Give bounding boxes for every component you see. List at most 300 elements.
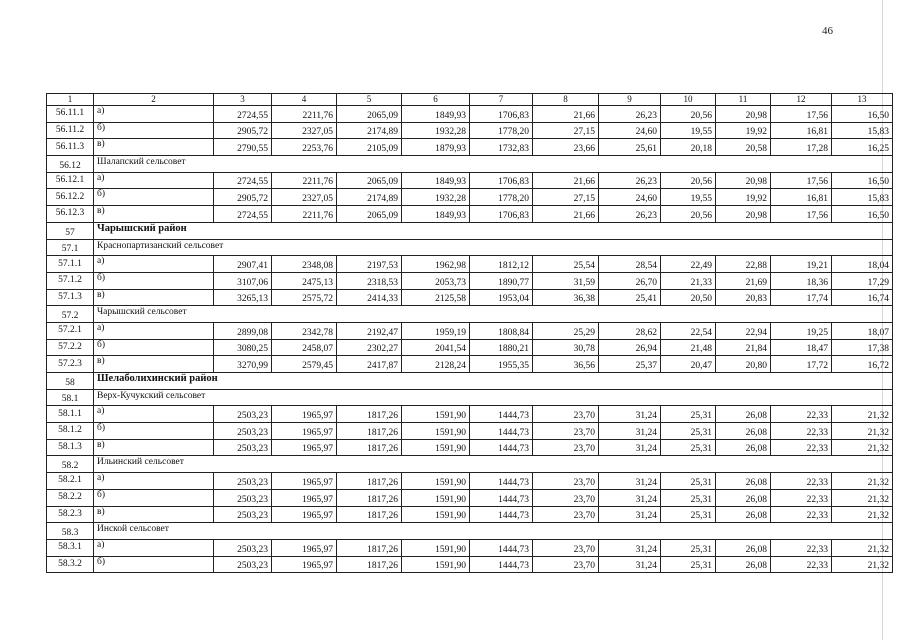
value-cell: 2211,76 [272,206,337,223]
table-row [47,172,893,189]
row-code: 57.2.2 [47,339,94,356]
value-cell: 26,70 [599,272,661,289]
table-row [47,206,893,223]
row-code: 58.3.1 [47,539,94,556]
column-header: 6 [402,94,470,106]
value-cell: 31,24 [599,473,661,490]
value-cell: 27,15 [533,122,599,139]
table-row [47,322,893,339]
value-cell: 20,47 [661,356,716,373]
council-row [47,456,893,473]
value-cell: 2211,76 [272,106,337,123]
value-cell: 1932,28 [402,189,470,206]
column-header: 12 [771,94,832,106]
value-cell: 2575,72 [272,289,337,306]
table-row [47,506,893,523]
value-cell: 28,54 [599,256,661,273]
value-cell: 1778,20 [470,122,533,139]
row-code: 57.2.3 [47,356,94,373]
value-cell: 31,24 [599,439,661,456]
value-cell: 2503,23 [214,556,272,573]
value-cell: 1849,93 [402,172,470,189]
value-cell: 1965,97 [272,539,337,556]
column-header: 8 [533,94,599,106]
value-cell: 21,32 [832,506,893,523]
value-cell: 21,33 [661,272,716,289]
value-cell: 16,50 [832,106,893,123]
value-cell: 2503,23 [214,539,272,556]
value-cell: 2417,87 [337,356,402,373]
value-cell: 22,33 [771,406,832,423]
value-cell: 26,08 [716,506,771,523]
value-cell: 1849,93 [402,206,470,223]
value-cell: 2128,24 [402,356,470,373]
value-cell: 30,78 [533,339,599,356]
value-cell: 1444,73 [470,423,533,440]
value-cell: 16,81 [771,122,832,139]
value-cell: 24,60 [599,189,661,206]
value-cell: 1444,73 [470,406,533,423]
value-cell: 1962,98 [402,256,470,273]
row-letter: а) [94,256,214,273]
value-cell: 26,08 [716,439,771,456]
value-cell: 2724,55 [214,206,272,223]
value-cell: 21,32 [832,473,893,490]
row-letter: а) [94,406,214,423]
value-cell: 1591,90 [402,556,470,573]
tariff-table-container [46,93,889,573]
value-cell: 25,31 [661,489,716,506]
column-header: 13 [832,94,893,106]
value-cell: 2905,72 [214,189,272,206]
value-cell: 1879,93 [402,139,470,156]
row-letter: б) [94,189,214,206]
row-code: 56.12.2 [47,189,94,206]
value-cell: 2905,72 [214,122,272,139]
value-cell: 26,94 [599,339,661,356]
row-code: 56.11.3 [47,139,94,156]
column-header: 10 [661,94,716,106]
value-cell: 22,33 [771,439,832,456]
table-row [47,106,893,123]
value-cell: 2503,23 [214,439,272,456]
value-cell: 1965,97 [272,556,337,573]
row-letter: б) [94,272,214,289]
value-cell: 17,56 [771,106,832,123]
value-cell: 2065,09 [337,206,402,223]
table-row [47,189,893,206]
value-cell: 31,24 [599,406,661,423]
value-cell: 21,32 [832,539,893,556]
value-cell: 25,41 [599,289,661,306]
value-cell: 2053,73 [402,272,470,289]
value-cell: 2503,23 [214,473,272,490]
value-cell: 1817,26 [337,439,402,456]
value-cell: 1812,12 [470,256,533,273]
value-cell: 23,70 [533,439,599,456]
value-cell: 1444,73 [470,539,533,556]
value-cell: 26,23 [599,106,661,123]
table-row [47,406,893,423]
row-letter: а) [94,106,214,123]
table-row [47,423,893,440]
value-cell: 2907,41 [214,256,272,273]
value-cell: 22,33 [771,423,832,440]
value-cell: 1965,97 [272,406,337,423]
value-cell: 2503,23 [214,489,272,506]
value-cell: 27,15 [533,189,599,206]
value-cell: 1817,26 [337,489,402,506]
value-cell: 2041,54 [402,339,470,356]
value-cell: 25,31 [661,556,716,573]
value-cell: 31,24 [599,539,661,556]
value-cell: 23,70 [533,423,599,440]
value-cell: 26,23 [599,206,661,223]
value-cell: 2197,53 [337,256,402,273]
value-cell: 26,08 [716,473,771,490]
value-cell: 23,66 [533,139,599,156]
value-cell: 2065,09 [337,106,402,123]
value-cell: 19,21 [771,256,832,273]
value-cell: 1808,84 [470,322,533,339]
value-cell: 22,33 [771,556,832,573]
value-cell: 2125,58 [402,289,470,306]
row-code: 58.1.2 [47,423,94,440]
value-cell: 20,98 [716,206,771,223]
value-cell: 1955,35 [470,356,533,373]
value-cell: 31,24 [599,556,661,573]
value-cell: 1591,90 [402,473,470,490]
row-code: 58.3.2 [47,556,94,573]
section-code: 57.2 [47,306,94,323]
value-cell: 17,72 [771,356,832,373]
value-cell: 22,54 [661,322,716,339]
value-cell: 16,50 [832,206,893,223]
section-code: 57.1 [47,239,94,256]
section-code: 57 [47,222,94,239]
value-cell: 31,24 [599,423,661,440]
value-cell: 2105,09 [337,139,402,156]
district-row [47,222,893,239]
row-letter: в) [94,206,214,223]
table-row [47,289,893,306]
value-cell: 1444,73 [470,439,533,456]
value-cell: 25,31 [661,423,716,440]
value-cell: 1817,26 [337,406,402,423]
value-cell: 18,47 [771,339,832,356]
value-cell: 25,31 [661,406,716,423]
value-cell: 2503,23 [214,423,272,440]
value-cell: 16,72 [832,356,893,373]
value-cell: 1817,26 [337,423,402,440]
value-cell: 2724,55 [214,172,272,189]
value-cell: 25,29 [533,322,599,339]
value-cell: 21,66 [533,106,599,123]
header-row [47,94,893,106]
column-header: 3 [214,94,272,106]
value-cell: 31,59 [533,272,599,289]
row-code: 56.12.1 [47,172,94,189]
row-letter: б) [94,423,214,440]
value-cell: 2192,47 [337,322,402,339]
value-cell: 26,08 [716,423,771,440]
value-cell: 18,36 [771,272,832,289]
row-code: 58.2.1 [47,473,94,490]
table-row [47,139,893,156]
value-cell: 26,08 [716,489,771,506]
value-cell: 3265,13 [214,289,272,306]
value-cell: 21,32 [832,423,893,440]
value-cell: 26,08 [716,406,771,423]
value-cell: 19,55 [661,122,716,139]
council-title: Верх-Кучукский сельсовет [94,389,893,406]
column-header: 1 [47,94,94,106]
row-code: 57.1.3 [47,289,94,306]
page-number: 46 [822,25,833,37]
value-cell: 2899,08 [214,322,272,339]
value-cell: 1591,90 [402,489,470,506]
value-cell: 23,70 [533,489,599,506]
row-letter: а) [94,473,214,490]
value-cell: 22,33 [771,473,832,490]
value-cell: 22,33 [771,489,832,506]
value-cell: 1591,90 [402,423,470,440]
value-cell: 19,92 [716,189,771,206]
table-row [47,489,893,506]
row-code: 58.2.2 [47,489,94,506]
value-cell: 1444,73 [470,556,533,573]
value-cell: 23,70 [533,473,599,490]
value-cell: 21,66 [533,206,599,223]
council-title: Ильинский сельсовет [94,456,893,473]
value-cell: 1880,21 [470,339,533,356]
value-cell: 21,84 [716,339,771,356]
value-cell: 20,56 [661,206,716,223]
council-title: Шалапский сельсовет [94,156,893,173]
value-cell: 1953,04 [470,289,533,306]
value-cell: 1965,97 [272,473,337,490]
value-cell: 1591,90 [402,406,470,423]
value-cell: 1444,73 [470,489,533,506]
value-cell: 18,07 [832,322,893,339]
value-cell: 17,74 [771,289,832,306]
council-title: Краснопартизанский сельсовет [94,239,893,256]
value-cell: 1965,97 [272,506,337,523]
table-row [47,356,893,373]
value-cell: 1732,83 [470,139,533,156]
table-row [47,272,893,289]
value-cell: 2327,05 [272,122,337,139]
value-cell: 17,56 [771,206,832,223]
value-cell: 17,28 [771,139,832,156]
column-header: 7 [470,94,533,106]
value-cell: 2174,89 [337,122,402,139]
value-cell: 20,98 [716,106,771,123]
value-cell: 26,08 [716,539,771,556]
value-cell: 16,50 [832,172,893,189]
row-letter: в) [94,139,214,156]
value-cell: 23,70 [533,406,599,423]
column-header: 5 [337,94,402,106]
value-cell: 21,32 [832,406,893,423]
table-row [47,339,893,356]
council-row [47,239,893,256]
row-letter: а) [94,539,214,556]
row-code: 57.1.2 [47,272,94,289]
row-code: 56.12.3 [47,206,94,223]
row-letter: б) [94,556,214,573]
value-cell: 25,31 [661,473,716,490]
value-cell: 1965,97 [272,423,337,440]
section-code: 58.3 [47,523,94,540]
value-cell: 1706,83 [470,172,533,189]
value-cell: 25,31 [661,506,716,523]
value-cell: 25,54 [533,256,599,273]
value-cell: 2458,07 [272,339,337,356]
section-code: 58 [47,373,94,390]
value-cell: 17,29 [832,272,893,289]
value-cell: 2414,33 [337,289,402,306]
value-cell: 2211,76 [272,172,337,189]
value-cell: 17,56 [771,172,832,189]
value-cell: 22,49 [661,256,716,273]
value-cell: 2065,09 [337,172,402,189]
row-letter: в) [94,289,214,306]
district-row [47,373,893,390]
value-cell: 19,25 [771,322,832,339]
council-row [47,389,893,406]
column-header: 11 [716,94,771,106]
row-letter: в) [94,356,214,373]
value-cell: 25,37 [599,356,661,373]
value-cell: 20,18 [661,139,716,156]
value-cell: 26,23 [599,172,661,189]
value-cell: 20,56 [661,172,716,189]
value-cell: 2503,23 [214,506,272,523]
value-cell: 22,33 [771,539,832,556]
value-cell: 20,58 [716,139,771,156]
value-cell: 31,24 [599,489,661,506]
table-row [47,539,893,556]
row-code: 57.2.1 [47,322,94,339]
council-row [47,156,893,173]
table-row [47,556,893,573]
value-cell: 20,80 [716,356,771,373]
value-cell: 16,81 [771,189,832,206]
value-cell: 21,66 [533,172,599,189]
value-cell: 31,24 [599,506,661,523]
value-cell: 1965,97 [272,439,337,456]
table-row [47,439,893,456]
value-cell: 21,32 [832,489,893,506]
row-code: 57.1.1 [47,256,94,273]
row-letter: б) [94,489,214,506]
value-cell: 1817,26 [337,556,402,573]
value-cell: 17,38 [832,339,893,356]
value-cell: 1959,19 [402,322,470,339]
value-cell: 25,31 [661,439,716,456]
value-cell: 2348,08 [272,256,337,273]
tariff-table [46,93,893,573]
value-cell: 2318,53 [337,272,402,289]
value-cell: 36,38 [533,289,599,306]
value-cell: 2724,55 [214,106,272,123]
value-cell: 1965,97 [272,489,337,506]
value-cell: 1706,83 [470,106,533,123]
value-cell: 20,50 [661,289,716,306]
value-cell: 25,31 [661,539,716,556]
table-row [47,256,893,273]
section-code: 58.2 [47,456,94,473]
value-cell: 2342,78 [272,322,337,339]
value-cell: 2327,05 [272,189,337,206]
value-cell: 1591,90 [402,539,470,556]
table-row [47,122,893,139]
value-cell: 1817,26 [337,473,402,490]
value-cell: 23,70 [533,556,599,573]
column-header: 9 [599,94,661,106]
value-cell: 24,60 [599,122,661,139]
district-title: Чарышский район [94,222,893,239]
row-code: 58.1.1 [47,406,94,423]
value-cell: 2790,55 [214,139,272,156]
value-cell: 19,55 [661,189,716,206]
value-cell: 2475,13 [272,272,337,289]
value-cell: 22,33 [771,506,832,523]
council-title: Чарышский сельсовет [94,306,893,323]
value-cell: 3080,25 [214,339,272,356]
value-cell: 36,56 [533,356,599,373]
row-letter: в) [94,439,214,456]
value-cell: 23,70 [533,539,599,556]
value-cell: 16,25 [832,139,893,156]
value-cell: 1890,77 [470,272,533,289]
value-cell: 2174,89 [337,189,402,206]
value-cell: 25,61 [599,139,661,156]
value-cell: 15,83 [832,189,893,206]
section-code: 56.12 [47,156,94,173]
council-title: Инской сельсовет [94,523,893,540]
value-cell: 16,74 [832,289,893,306]
row-letter: а) [94,172,214,189]
value-cell: 1444,73 [470,506,533,523]
value-cell: 18,04 [832,256,893,273]
value-cell: 2503,23 [214,406,272,423]
row-letter: в) [94,506,214,523]
district-title: Шелаболихинский район [94,373,893,390]
value-cell: 20,98 [716,172,771,189]
row-code: 56.11.2 [47,122,94,139]
value-cell: 23,70 [533,506,599,523]
value-cell: 2253,76 [272,139,337,156]
value-cell: 3107,06 [214,272,272,289]
value-cell: 20,56 [661,106,716,123]
value-cell: 1932,28 [402,122,470,139]
value-cell: 1817,26 [337,539,402,556]
value-cell: 20,83 [716,289,771,306]
row-letter: б) [94,122,214,139]
value-cell: 1706,83 [470,206,533,223]
council-row [47,306,893,323]
value-cell: 2579,45 [272,356,337,373]
value-cell: 21,69 [716,272,771,289]
row-code: 56.11.1 [47,106,94,123]
section-code: 58.1 [47,389,94,406]
value-cell: 2302,27 [337,339,402,356]
column-header: 2 [94,94,214,106]
value-cell: 1591,90 [402,439,470,456]
value-cell: 1444,73 [470,473,533,490]
